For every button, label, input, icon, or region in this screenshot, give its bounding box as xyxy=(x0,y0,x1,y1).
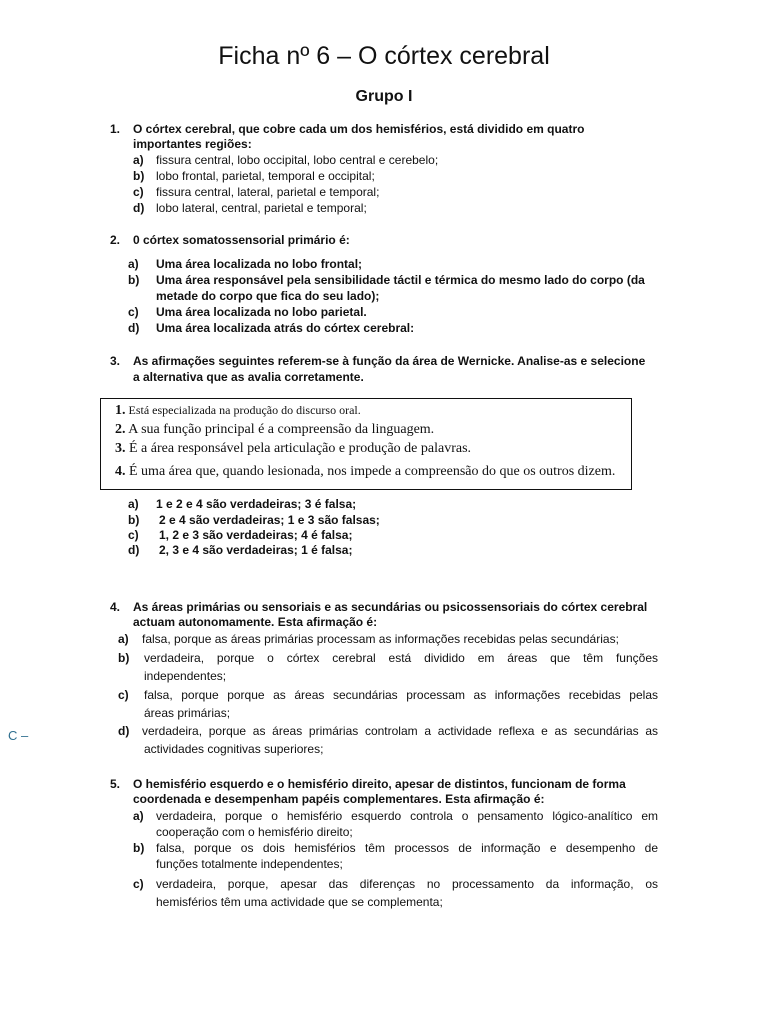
worksheet-page: Ficha nº 6 – O córtex cerebral Grupo I 1. O córtex cerebral, que cobre cada um dos hemisférios, está dividido em quatro importantes regiões: a) fissura central, lobo occipital, lobo central e cerebelo; b) lobo frontal, parietal, temporal e occipital; c) fissura central, lateral, parietal e temporal; d) lobo lateral, central, parietal e temporal; 2. 0 córtex somatossensorial primário é: a) Uma área localizada no lobo frontal; b) Uma área responsável pela sensibilidade táctil e térmica do mesmo lado do corpo (da metade do corpo que fica do seu lado); c) Uma área localizada no lobo parietal. d) Uma área localizada atrás do córtex cerebral: 3. As afirmações seguintes referem-se à função da área de Wernicke. Analise-as e selecione a alternativa que as avalia corretamente. 1. Está especializada na produção do discurso oral. 2. A sua função principal é a compreensão da linguagem. 3. É a área responsável pela articulação e produção de palavras. 4. É uma área que, quando lesionada, nos impede a compreensão do que os outros dizem. a) 1 e 2 e 4 são verdadeiras; 3 é falsa; b) 2 e 4 são verdadeiras; 1 e 3 são falsas; c) 1, 2 e 3 são verdadeiras; 4 é falsa; d) 2, 3 e 4 são verdadeiras; 1 é falsa; 4. As áreas primárias ou sensoriais e as secundárias ou psicossensoriais do córtex cerebral actuam autonomamente. Esta afirmação é: a) falsa, porque as áreas primárias processam as informações recebidas pelas secundárias; b) verdadeira, porque o córtex cerebral está dividido em áreas que têm funções independentes; c) falsa, porque porque as áreas secundárias processam as informações recebidas pelas áreas primárias; d) verdadeira, porque as áreas primárias controlam a actividade reflexa e as secundárias as actividades cognitivas superiores; C – 5. O hemisfério esquerdo e o hemisfério direito, apesar de distintos, funcionam de forma coordenada e desempenham papéis complementares. Esta afirmação é: a) verdadeira, porque o hemisfério esquerdo controla o pensamento lógico-analítico em cooperação com o hemisfério direito; b) falsa, porque os dois hemisférios têm processos de informação e desempenho de funções totalmente independentes; c) verdadeira, porque, apesar das diferenças no processamento da informação, os hemisférios têm uma actividade que se complementa; xyxy=(0,0,768,1024)
question-text: a alternativa que as avalia corretamente. xyxy=(133,370,364,384)
page-title: Ficha nº 6 – O córtex cerebral xyxy=(218,42,550,70)
question-number: 1. xyxy=(110,122,121,136)
statement-4: 4. É uma área que, quando lesionada, nos impede a compreensão do que os outros dizem. xyxy=(115,464,616,479)
question-text: As afirmações seguintes referem-se à função da área de Wernicke. Analise-as e selecione xyxy=(133,354,646,368)
question-text: O hemisfério esquerdo e o hemisfério direito, apesar de distintos, funcionam de forma xyxy=(133,777,626,791)
question-number: 4. xyxy=(110,600,121,614)
statement-3: 3. É a área responsável pela articulação e produção de palavras. xyxy=(115,441,472,456)
question-text: As áreas primárias ou sensoriais e as secundárias ou psicossensoriais do córtex cerebral xyxy=(133,600,648,614)
group-heading: Grupo I xyxy=(355,88,413,105)
question-text: 0 córtex somatossensorial primário é: xyxy=(133,233,350,247)
question-number: 2. xyxy=(110,233,121,247)
margin-mark: C – xyxy=(8,728,29,743)
question-text: O córtex cerebral, que cobre cada um dos hemisférios, está dividido em quatro xyxy=(133,122,585,136)
question-text: importantes regiões: xyxy=(133,137,252,151)
question-text: actuam autonomamente. Esta afirmação é: xyxy=(133,615,378,629)
question-number: 5. xyxy=(110,777,121,791)
statement-1: 1. Está especializada na produção do discurso oral. xyxy=(115,403,361,418)
statement-2: 2. A sua função principal é a compreensão da linguagem. xyxy=(115,422,435,437)
statements-box xyxy=(100,398,632,490)
question-number: 3. xyxy=(110,354,121,368)
question-text: coordenada e desempenham papéis complementares. Esta afirmação é: xyxy=(133,792,545,806)
